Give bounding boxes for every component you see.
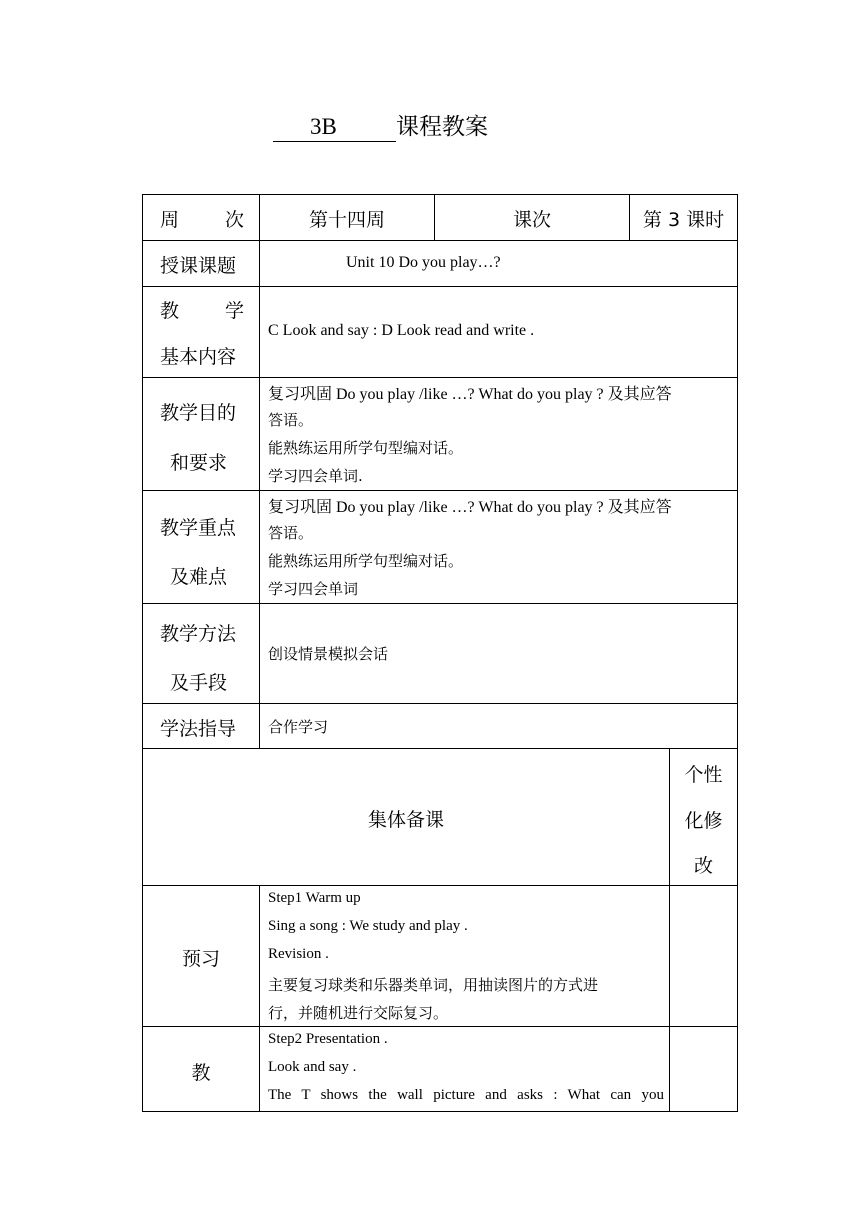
row-divider: [142, 1026, 738, 1027]
row-divider: [142, 286, 738, 287]
preview-line: Sing a song : We study and play .: [268, 918, 468, 934]
method-value: 创设情景模拟会话: [268, 645, 389, 663]
row-divider: [142, 240, 738, 241]
topic-label: 授课课题: [160, 255, 237, 277]
topic-value: Unit 10 Do you play…?: [346, 254, 501, 271]
row-divider: [142, 703, 738, 704]
week-label: 周 次: [160, 209, 244, 231]
column-divider: [259, 194, 260, 749]
key-label-line2: 及难点: [170, 566, 228, 588]
goal-line: 能熟练运用所学句型编对话。: [268, 439, 464, 457]
row-divider: [142, 490, 738, 491]
column-divider: [669, 748, 670, 1112]
personal-label-line3: 改: [693, 855, 713, 877]
row-divider: [142, 603, 738, 604]
goal-line: 答语。: [268, 411, 314, 429]
key-label-line1: 教学重点: [160, 517, 237, 539]
key-line: 答语。: [268, 524, 314, 542]
teach-line: Look and say .: [268, 1059, 357, 1075]
method-label-line2: 及手段: [170, 672, 228, 694]
collective-prep-label: 集体备课: [367, 809, 444, 831]
key-line: 复习巩固 Do you play /like …? What do you play ? 及其应答: [268, 499, 672, 516]
lesson-label: 课次: [512, 209, 551, 231]
preview-label: 预习: [181, 948, 220, 970]
personal-label-line1: 个性: [684, 764, 723, 786]
row-divider: [142, 885, 738, 886]
preview-line: Revision .: [268, 946, 329, 962]
key-line: 学习四会单词: [268, 580, 359, 598]
column-divider: [259, 885, 260, 1112]
key-line: 能熟练运用所学句型编对话。: [268, 552, 464, 570]
personal-label-line2: 化修: [684, 810, 723, 832]
goal-label-line2: 和要求: [170, 452, 228, 474]
goal-line: 学习四会单词.: [268, 467, 363, 485]
table-border-right: [737, 194, 738, 1112]
content-label-line2: 基本内容: [160, 346, 237, 368]
week-value: 第十四周: [308, 209, 385, 231]
guide-label: 学法指导: [160, 718, 237, 740]
goal-label-line1: 教学目的: [160, 402, 237, 424]
table-border-left: [142, 194, 143, 1112]
teach-line: Step2 Presentation .: [268, 1031, 388, 1047]
lesson-value: 第 3 课时: [642, 209, 725, 231]
preview-line: 行，并随机进行交际复习。: [268, 1004, 449, 1022]
table-border-top: [142, 194, 738, 195]
row-divider: [142, 748, 738, 749]
method-label-line1: 教学方法: [160, 623, 237, 645]
table-border-bottom: [142, 1111, 738, 1112]
goal-line: 复习巩固 Do you play /like …? What do you play ? 及其应答: [268, 386, 672, 403]
content-label-line1: 教 学: [160, 300, 244, 322]
title-text: 课程教案: [396, 114, 488, 140]
content-value: C Look and say : D Look read and write .: [268, 322, 535, 339]
guide-value: 合作学习: [268, 718, 329, 736]
teach-label: 教: [191, 1062, 211, 1084]
teach-line: The T shows the wall picture and asks : What can you: [268, 1087, 664, 1103]
title-class-code: 3B: [310, 114, 337, 139]
row-divider: [142, 377, 738, 378]
preview-line: 主要复习球类和乐器类单词，用抽读图片的方式进: [268, 976, 599, 994]
preview-line: Step1 Warm up: [268, 890, 361, 906]
